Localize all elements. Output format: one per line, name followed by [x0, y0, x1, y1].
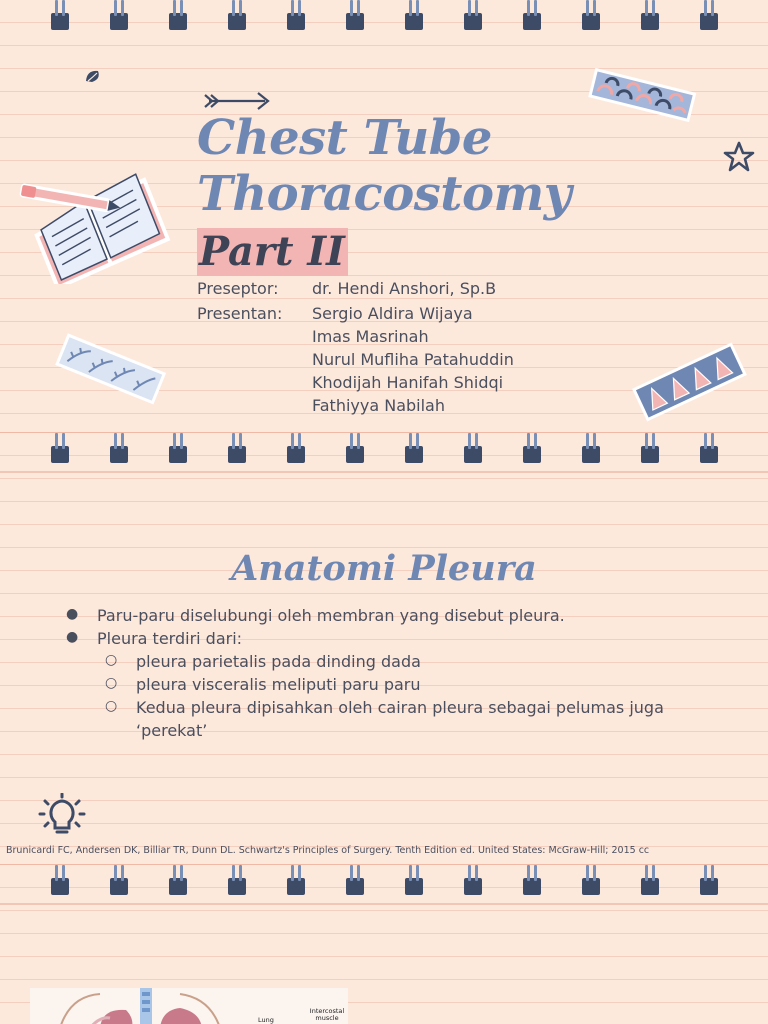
notebook-ring-icon	[109, 0, 129, 32]
notebook-ring-icon	[463, 433, 483, 465]
notebook-ring-icon	[522, 433, 542, 465]
figure-label-muscle-line-2: muscle	[315, 1014, 339, 1022]
notebook-ring-icon	[109, 433, 129, 465]
notebook-ring-icon	[168, 865, 188, 897]
washi-tape-icon	[628, 336, 750, 426]
notebook-ring-icon	[640, 433, 660, 465]
notebook-ring-icon	[50, 0, 70, 32]
anatomy-illustration	[30, 988, 348, 1024]
notebook-ring-icon	[345, 865, 365, 897]
slide-anatomi-pleura	[0, 433, 768, 865]
notebook-ring-icon	[50, 865, 70, 897]
preseptor-name: dr. Hendi Anshori, Sp.B	[312, 279, 497, 298]
preseptor-label: Preseptor:	[197, 279, 279, 298]
anatomy-figure	[30, 988, 348, 1024]
slide-heading: Anatomi Pleura	[231, 548, 537, 589]
sub-bullet-circle: ○	[105, 675, 118, 691]
notebook-ring-icon	[227, 0, 247, 32]
notebook-ring-icon	[227, 433, 247, 465]
notebook-ring-icon	[286, 865, 306, 897]
bullet-text: Pleura terdiri dari:	[97, 629, 243, 648]
bullet-dot: ●	[66, 629, 79, 645]
slide-title	[0, 0, 768, 433]
notebook-ring-icon	[581, 865, 601, 897]
presenter-name: Fathiyya Nabilah	[312, 396, 445, 415]
binder-rings	[0, 433, 768, 473]
notebook-ring-icon	[699, 0, 719, 32]
notebook-ring-icon	[404, 865, 424, 897]
sub-bullet-text: Kedua pleura dipisahkan oleh cairan pleura sebagai pelumas juga	[136, 698, 664, 717]
notebook-ring-icon	[109, 865, 129, 897]
washi-tape-icon	[584, 66, 700, 126]
leaf-icon	[84, 67, 104, 85]
notebook-ring-icon	[699, 865, 719, 897]
notebook-ring-icon	[345, 0, 365, 32]
binder-rings	[0, 865, 768, 905]
notebook-ring-icon	[640, 0, 660, 32]
presenter-name: Khodijah Hanifah Shidqi	[312, 373, 504, 392]
notebook-ring-icon	[50, 433, 70, 465]
slide-figure-partial	[0, 865, 768, 1024]
notebook-ring-icon	[404, 433, 424, 465]
presentan-label: Presentan:	[197, 304, 283, 323]
slide-subtitle: Part II	[197, 228, 348, 276]
notebook-ring-icon	[345, 433, 365, 465]
sub-bullet-text: pleura visceralis meliputi paru paru	[136, 675, 421, 694]
open-book-pencil-icon	[14, 150, 180, 284]
presenter-name: Imas Masrinah	[312, 327, 429, 346]
figure-label-muscle	[306, 1008, 348, 1022]
binder-rings	[0, 0, 768, 40]
sub-bullet-text: ‘perekat’	[136, 721, 208, 740]
notebook-ring-icon	[522, 0, 542, 32]
sub-bullet-text: pleura parietalis pada dinding dada	[136, 652, 421, 671]
slide-title-line-2: Thoracostomy	[197, 166, 572, 222]
notebook-ring-icon	[581, 0, 601, 32]
ring-margin-line	[0, 903, 768, 905]
bullet-text: Paru-paru diselubungi oleh membran yang disebut pleura.	[97, 606, 565, 625]
notebook-ring-icon	[522, 865, 542, 897]
bullet-dot: ●	[66, 606, 79, 622]
star-icon	[722, 140, 756, 174]
figure-label-lung: Lung	[258, 1016, 274, 1024]
notebook-ring-icon	[286, 0, 306, 32]
arrow-icon	[203, 90, 271, 112]
notebook-ring-icon	[699, 433, 719, 465]
reference-citation: Brunicardi FC, Andersen DK, Billiar TR, Dunn DL. Schwartz's Principles of Surgery. Tenth Edition ed. United States: McGraw-Hill; 2015 cc	[6, 845, 650, 856]
notebook-ring-icon	[227, 865, 247, 897]
notebook-ring-icon	[463, 0, 483, 32]
ring-margin-line	[0, 471, 768, 473]
presenter-name: Sergio Aldira Wijaya	[312, 304, 473, 323]
presenter-name: Nurul Mufliha Patahuddin	[312, 350, 514, 369]
notebook-ring-icon	[581, 433, 601, 465]
notebook-ring-icon	[463, 865, 483, 897]
lightbulb-icon	[38, 793, 86, 837]
sub-bullet-circle: ○	[105, 698, 118, 714]
notebook-ring-icon	[640, 865, 660, 897]
sub-bullet-circle: ○	[105, 652, 118, 668]
notebook-ring-icon	[168, 433, 188, 465]
slide-title-line-1: Chest Tube	[197, 110, 492, 166]
figure-label-muscle-line-1: Intercostal	[309, 1007, 345, 1015]
notebook-ring-icon	[404, 0, 424, 32]
washi-tape-icon	[52, 328, 170, 408]
notebook-ring-icon	[286, 433, 306, 465]
notebook-ring-icon	[168, 0, 188, 32]
